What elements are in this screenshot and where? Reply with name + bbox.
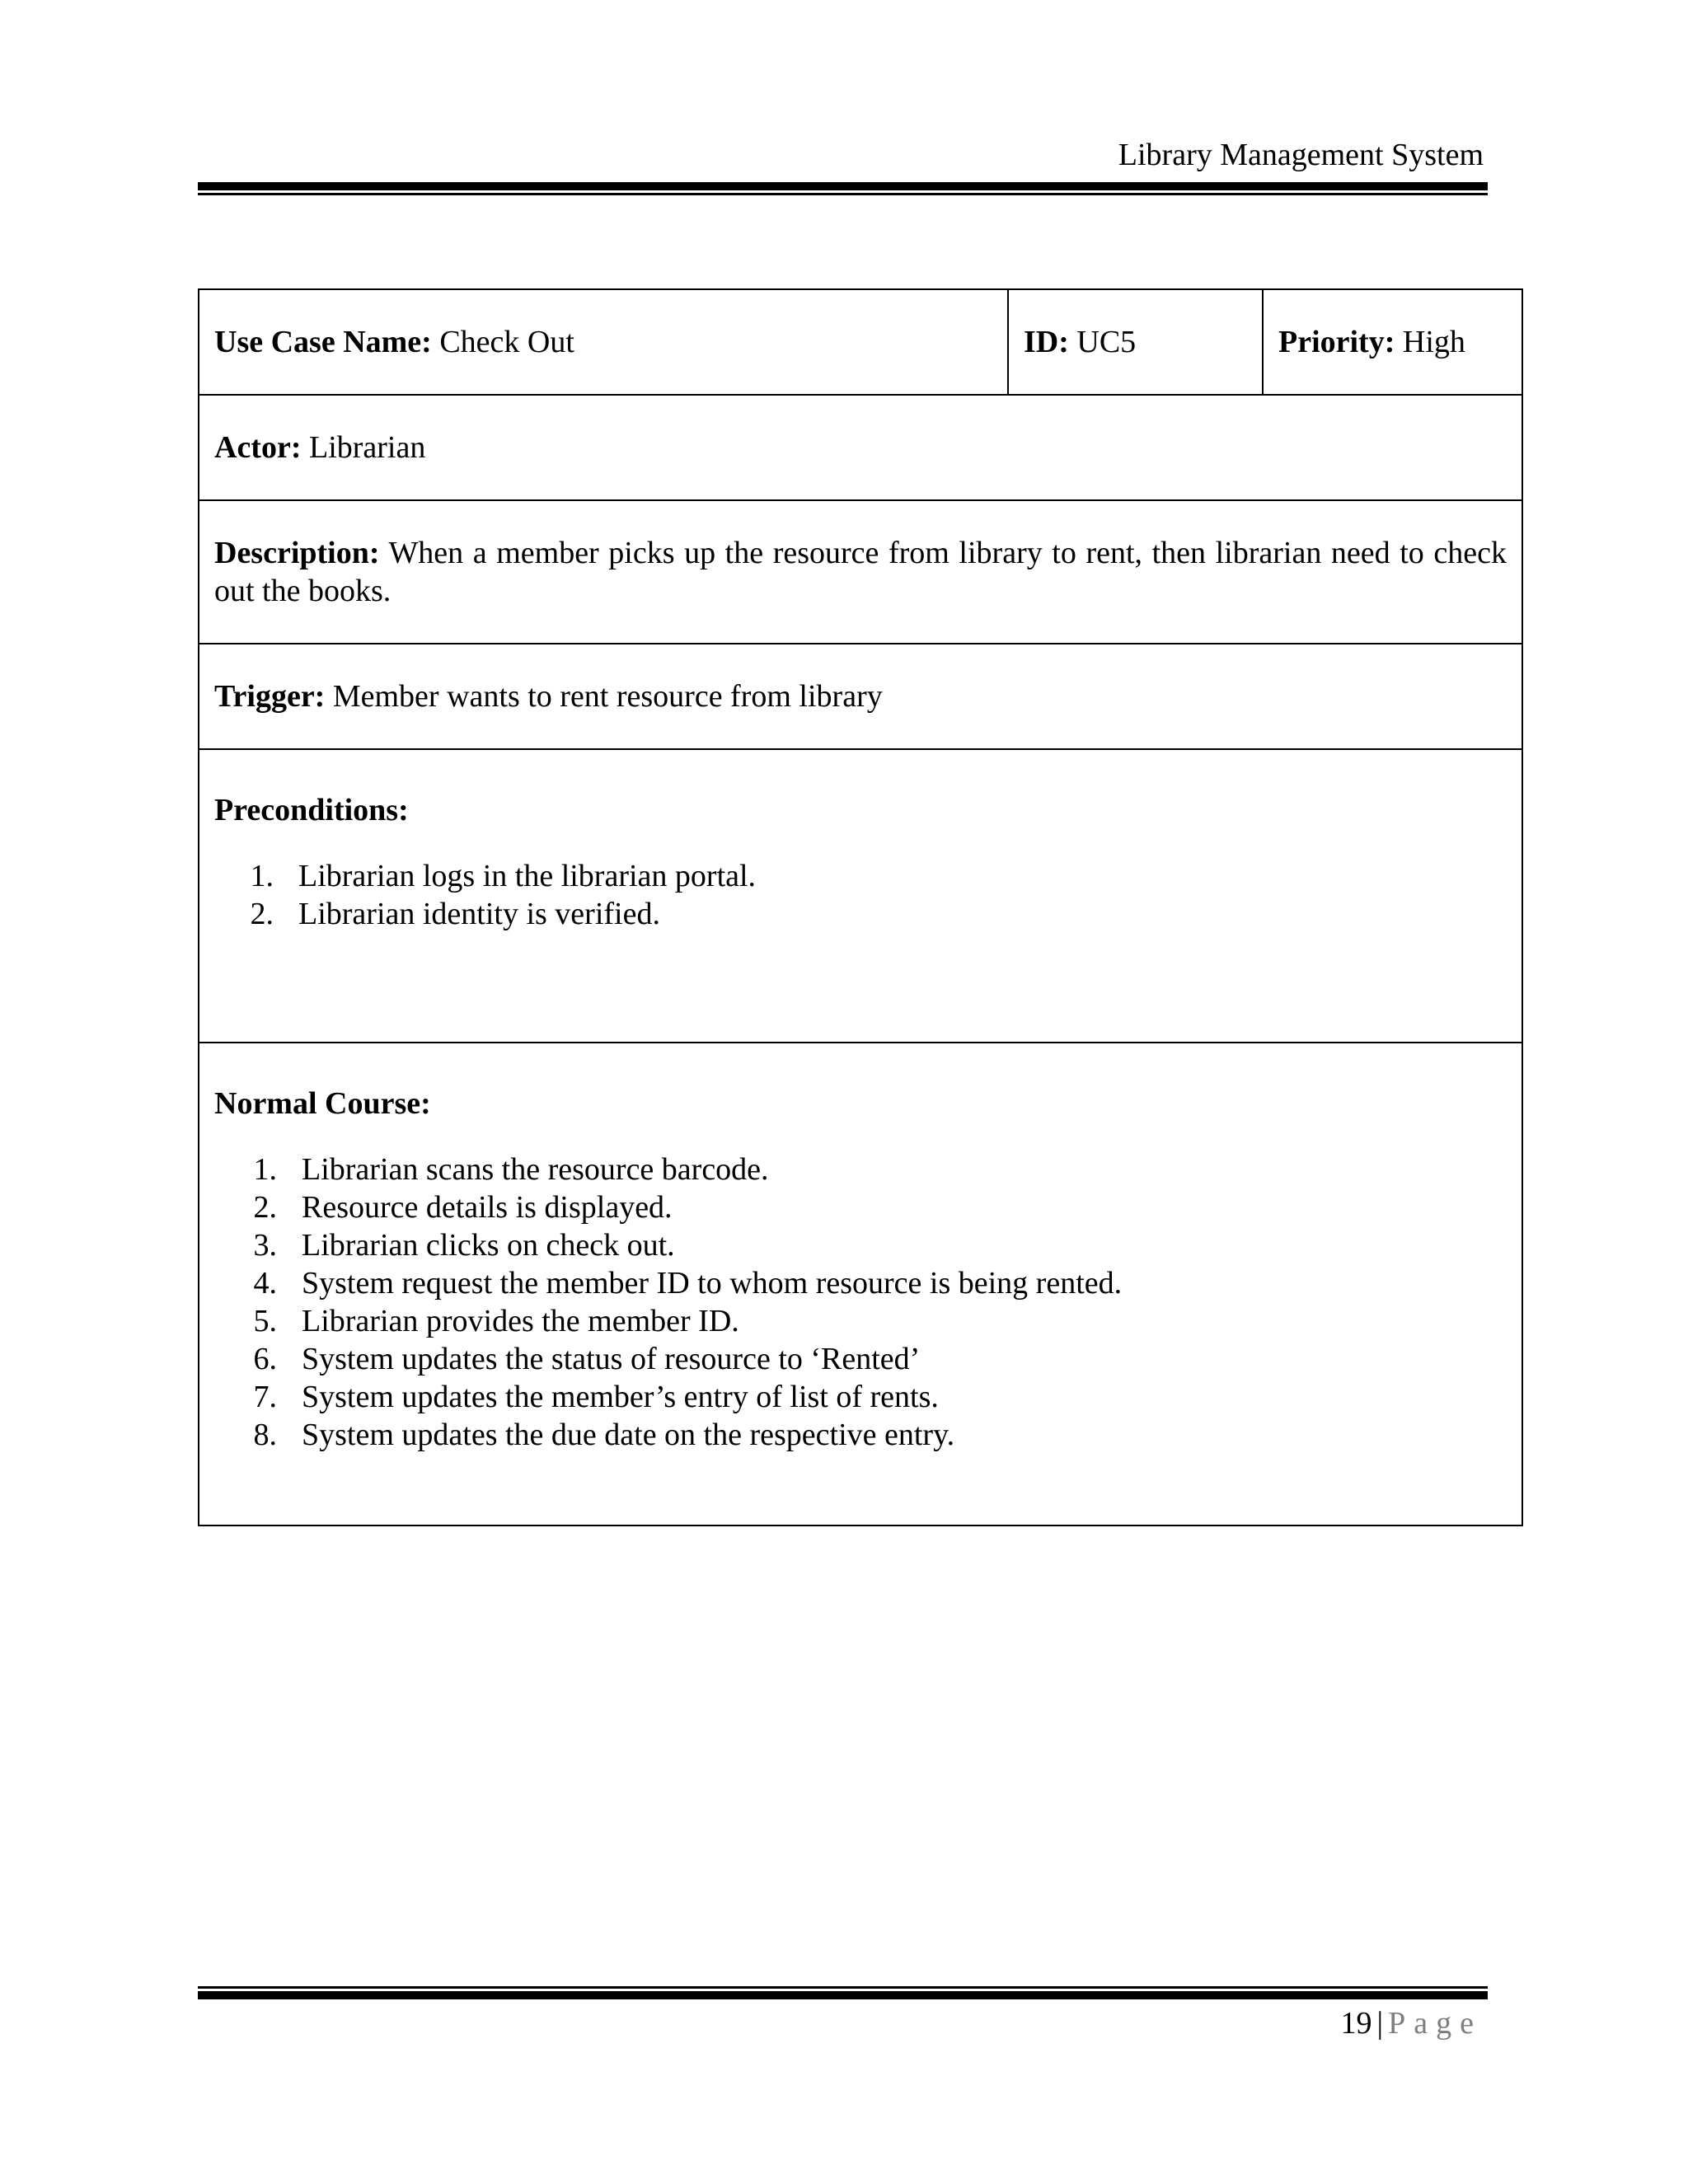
use-case-id-value: UC5 bbox=[1076, 325, 1137, 359]
list-item bbox=[214, 1302, 1507, 1340]
preconditions-cell bbox=[199, 749, 1522, 1043]
use-case-id-label: ID: bbox=[1024, 325, 1069, 359]
use-case-name-value: Check Out bbox=[439, 325, 574, 359]
trigger-label: Trigger: bbox=[214, 679, 326, 714]
list-item-text: System updates the member’s entry of list of rents. bbox=[302, 1380, 939, 1414]
list-item-number: 4. bbox=[253, 1266, 277, 1301]
header-title: Library Management System bbox=[1118, 138, 1484, 172]
preconditions-list bbox=[214, 857, 1507, 933]
list-item bbox=[214, 1264, 1507, 1302]
actor-row bbox=[199, 395, 1522, 500]
use-case-priority-value: High bbox=[1402, 325, 1465, 359]
use-case-name-label: Use Case Name: bbox=[214, 325, 432, 359]
list-item bbox=[214, 895, 1507, 933]
header-rule-thick bbox=[198, 182, 1488, 190]
list-item-number: 1. bbox=[250, 859, 274, 893]
use-case-priority-label: Priority: bbox=[1278, 325, 1395, 359]
list-item-number: 6. bbox=[253, 1342, 277, 1376]
list-item-text: Librarian logs in the librarian portal. bbox=[298, 859, 757, 893]
trigger-value: Member wants to rent resource from library bbox=[332, 679, 883, 714]
list-item-text: Resource details is displayed. bbox=[302, 1190, 673, 1225]
use-case-header-row bbox=[199, 289, 1522, 395]
actor-cell bbox=[199, 395, 1522, 500]
list-item-number: 2. bbox=[253, 1190, 277, 1225]
list-item-number: 8. bbox=[253, 1418, 277, 1452]
list-item-text: System request the member ID to whom resource is being rented. bbox=[302, 1266, 1123, 1301]
use-case-name-cell bbox=[199, 289, 1008, 395]
actor-label: Actor: bbox=[214, 430, 302, 465]
list-item bbox=[214, 1340, 1507, 1378]
page-footer bbox=[1341, 2004, 1482, 2042]
list-item-text: Librarian identity is verified. bbox=[298, 897, 660, 931]
list-item bbox=[214, 1151, 1507, 1188]
normal-course-row bbox=[199, 1043, 1522, 1526]
normal-course-list bbox=[214, 1151, 1507, 1454]
use-case-priority-cell bbox=[1263, 289, 1522, 395]
list-item-text: System updates the status of resource to ‘Rented’ bbox=[302, 1342, 921, 1376]
header-rule-thin bbox=[198, 193, 1488, 195]
actor-value: Librarian bbox=[308, 430, 426, 465]
list-item-text: Librarian provides the member ID. bbox=[302, 1304, 739, 1338]
list-item-number: 1. bbox=[253, 1152, 277, 1187]
footer-rule-thin bbox=[198, 1986, 1488, 1989]
list-item-number: 2. bbox=[250, 897, 274, 931]
list-item-number: 7. bbox=[253, 1380, 277, 1414]
list-item-text: System updates the due date on the respective entry. bbox=[302, 1418, 955, 1452]
list-item-number: 5. bbox=[253, 1304, 277, 1338]
use-case-table bbox=[198, 288, 1523, 1526]
preconditions-label: Preconditions: bbox=[214, 793, 409, 827]
page-number: 19 bbox=[1340, 2006, 1372, 2041]
trigger-row bbox=[199, 644, 1522, 749]
footer-separator: | bbox=[1376, 2006, 1384, 2041]
list-item bbox=[214, 1416, 1507, 1454]
list-item-text: Librarian scans the resource barcode. bbox=[302, 1152, 769, 1187]
description-row bbox=[199, 500, 1522, 644]
trigger-cell bbox=[199, 644, 1522, 749]
list-item-number: 3. bbox=[253, 1228, 277, 1263]
footer-rule-thick bbox=[198, 1991, 1488, 1999]
description-label: Description: bbox=[214, 536, 380, 570]
page-word: Page bbox=[1388, 2006, 1482, 2041]
normal-course-label: Normal Course: bbox=[214, 1086, 431, 1121]
list-item bbox=[214, 1188, 1507, 1226]
list-item bbox=[214, 1378, 1507, 1416]
preconditions-row bbox=[199, 749, 1522, 1043]
list-item bbox=[214, 1226, 1507, 1264]
list-item bbox=[214, 857, 1507, 895]
description-value: When a member picks up the resource from library to rent, then librarian need to check out the books. bbox=[214, 536, 1507, 608]
use-case-id-cell bbox=[1008, 289, 1263, 395]
normal-course-cell bbox=[199, 1043, 1522, 1526]
description-cell bbox=[199, 500, 1522, 644]
list-item-text: Librarian clicks on check out. bbox=[302, 1228, 675, 1263]
